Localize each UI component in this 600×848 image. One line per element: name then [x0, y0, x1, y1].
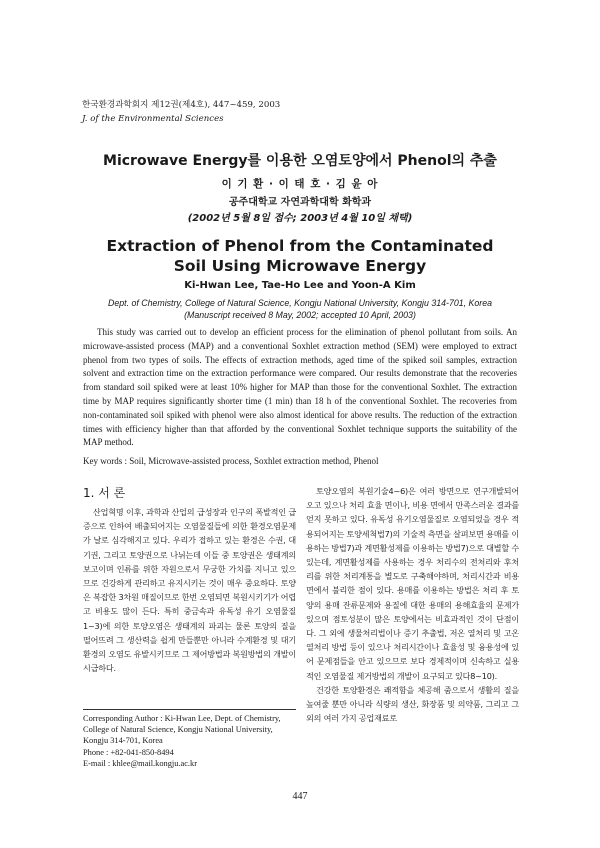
footnote-divider — [83, 709, 296, 710]
abstract: This study was carried out to develop an efficient process for the elimination of phenol pollutant from soils. An microwave-assisted process (MAP) and a conventional Soxhlet extraction method (SEM) were employed to extract phenol from two types of soils. The effects of extraction methods, aged time of the spiked soil samples, extraction solvent and extraction time on the extraction performance were compared. Our results demonstrate that the recoveries from standard soil spiked were at least 10% higher for MAP than those for the conventional Soxhlet. The extraction time by MAP requires significantly shorter time (1 min) than 18 h of the conventional Soxhlet. The recoveries from non-contaminated soil spiked with phenol were also almost identical for above results. The reduction of the extraction times with efficiency higher than that afforded by the conventional Soxhlet technique supports the suitability of the MAP method. — [83, 327, 517, 448]
intro-paragraph-2: 토양오염의 복원기술4~6)은 여러 방면으로 연구개발되어 오고 있으나 처리 효율 면이나, 비용 면에서 만족스러운 결과를 얻지 못하고 있다. 유독성 유기오염물질로 오염되었을 경우 적용되어지는 토양세척법7)의 기술적 측면을 살펴보면 용매를 이용하는 방법7)과 계면활성제를 이용하는 방법7)으로 대별할 수 있는데, 계면활성제를 사용하는 경우 처리수의 전처리와 후처리를 위한 처리계통을 별도로 구축해야하며, 처리시간과 비용 면에서 불리한 점이 있다. 용매를 이용하는 방법은 처리 후 토양의 용매 잔류문제와 용질에 대한 용매의 용해효율의 문제가 있으며 점토성분이 많은 토양에서는 비효과적인 것이 단점이다. 그 외에 생물처리법이나 증기 추출법, 저온 열처리 및 고온 열처리 방법 등이 있으나 처리시간이나 효율성 및 융용성에 있어 문제점들을 안고 있으므로 보다 경제적이며 신속하고 실용적인 오염물질 제거방법의 개발이 요구되고 있다8~10). — [306, 486, 519, 681]
footnote-line: Corresponding Author : Ki-Hwan Lee, Dept. of Chemistry, — [83, 714, 281, 723]
corresponding-author-footnote — [83, 713, 296, 769]
intro-paragraph-3: 건강한 토양환경은 쾌적함을 체공해 줌으로서 생활의 질을 높여줄 뿐만 아니라 식량의 생산, 화장품 및 의약품, 그리고 그 외의 여러 가지 공업재료로 — [306, 684, 519, 724]
right-column — [306, 484, 519, 725]
english-title: Extraction of Phenol from the Contaminated Soil Using Microwave Energy — [106, 237, 494, 275]
english-affiliation: Dept. of Chemistry, College of Natural Science, Kongju National University, Kongju 314-701, Korea — [107, 298, 492, 308]
english-received-date: (Manuscript received 8 May, 2002; accepted 10 April, 2003) — [184, 310, 416, 320]
section-heading-introduction: 1. 서 론 — [83, 486, 126, 500]
journal-korean-reference: 한국환경과학회지 제12권(제4호), 447~459, 2003 — [82, 100, 281, 110]
footnote-line: College of Natural Science, Kongju National University, — [83, 725, 273, 735]
korean-title: Microwave Energy를 이용한 오염토양에서 Phenol의 추출 — [103, 153, 497, 169]
footnote-line: Kongju 314-701, Korea — [83, 736, 163, 746]
intro-paragraph-1: 산업혁명 이후, 과학과 산업의 급성장과 인구의 폭발적인 급증으로 인하여 배출되어지는 오염물질들에 의한 환경오염문제가 날로 심각해지고 있다. 우리가 접하고 있는 환경은 수권, 대기권, 그리고 토양권으로 나뉘는데 이들 중 토양권은 생태계의 보고이며 인류를 위한 자원으로서 무궁한 가치를 지니고 있으므로 건강하게 관리하고 유지시키는 것이 매우 중요하다. 토양은 복잡한 3차원 매질이므로 한번 오염되면 복원시키기가 어렵고 비용도 많이 든다. 특히 중금속과 유독성 유기 오염물질1~3)에 의한 토양오염은 생태계의 파괴는 물론 토양의 질을 떨어뜨려 그 생산력을 쉽게 만들뿐만 아니라 수계환경 및 대기환경의 오염도 유발시키므로 그 제어방법과 복원방법의 개발이 시급하다. — [83, 507, 296, 674]
page-number: 447 — [292, 791, 308, 802]
english-authors: Ki-Hwan Lee, Tae-Ho Lee and Yoon-A Kim — [184, 280, 416, 291]
korean-received-date: (2002년 5월 8일 접수; 2003년 4월 10일 채택) — [187, 213, 413, 224]
footnote-phone: Phone : +82-041-850-8494 — [83, 747, 174, 757]
korean-authors: 이 기 환 · 이 태 호 · 김 윤 아 — [221, 178, 379, 190]
journal-header — [82, 98, 280, 126]
english-affiliation-block — [0, 297, 600, 321]
korean-affiliation: 공주대학교 자연과학대학 화학과 — [228, 197, 372, 208]
footnote-email: E-mail : khlee@mail.kongju.ac.kr — [83, 758, 197, 768]
journal-english-name: J. of the Environmental Sciences — [82, 114, 224, 124]
keywords: Key words : Soil, Microwave-assisted process, Soxhlet extraction method, Phenol — [83, 456, 379, 466]
left-column — [83, 484, 296, 675]
